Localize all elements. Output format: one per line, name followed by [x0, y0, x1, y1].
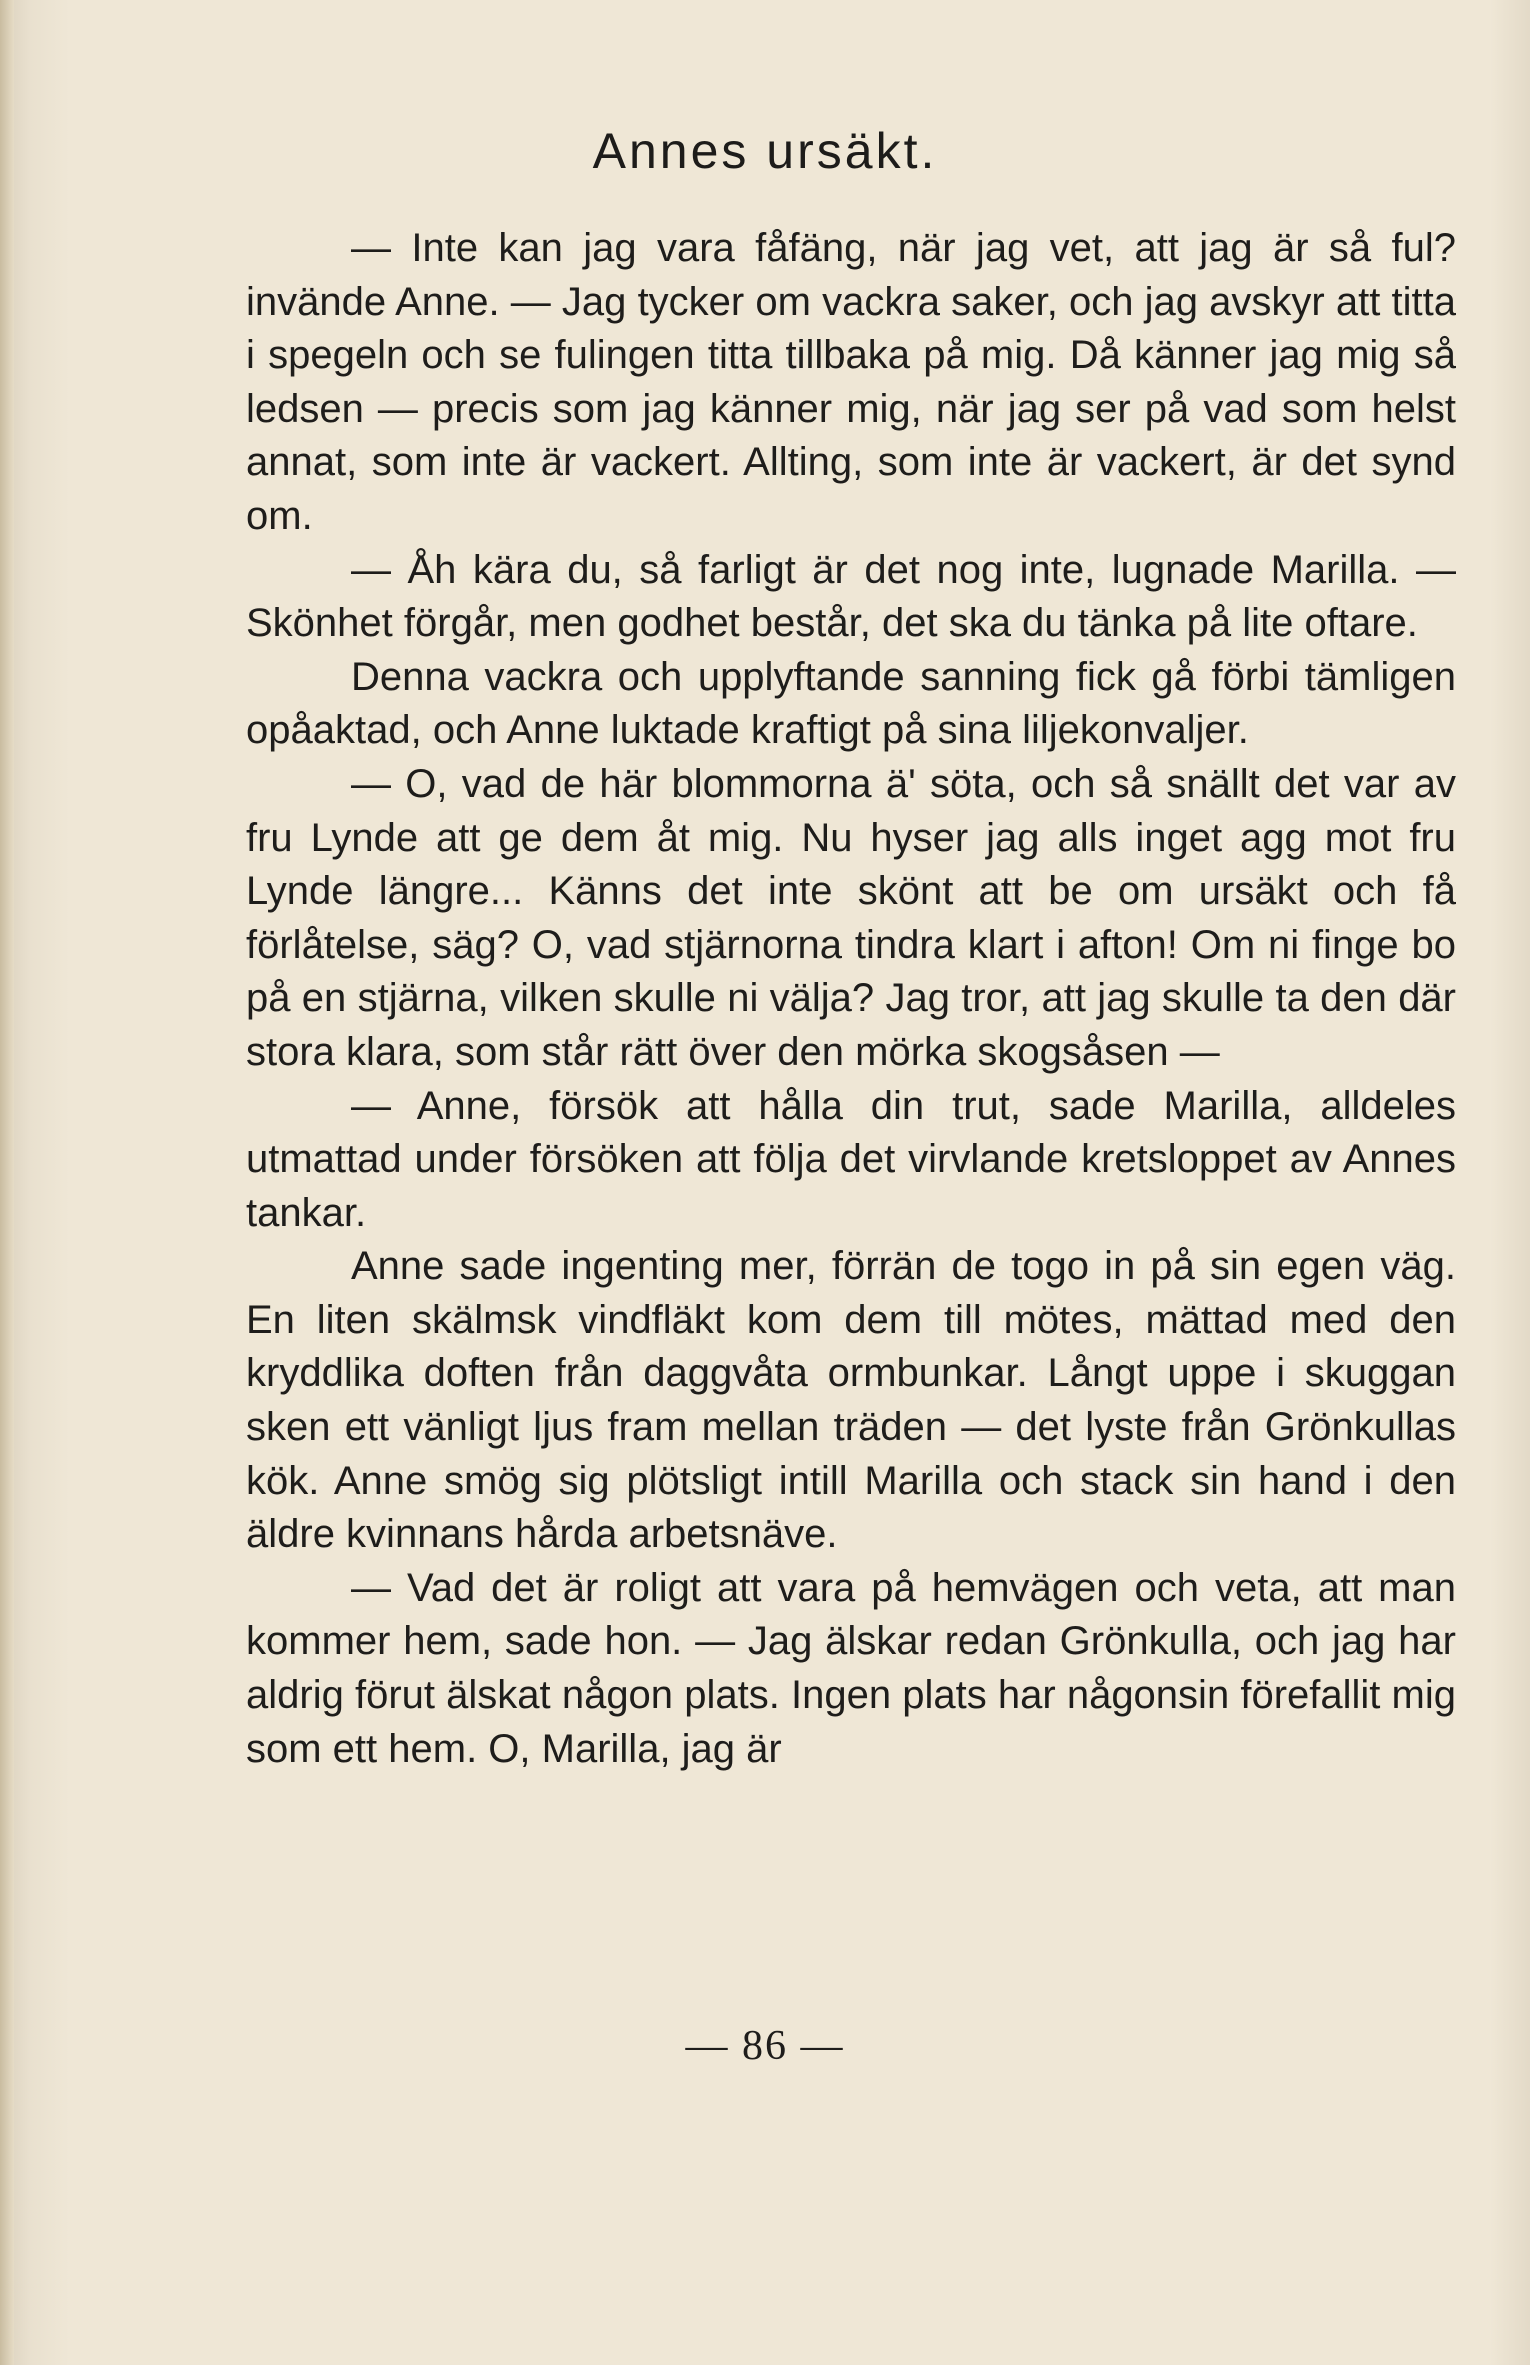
page-number: — 86 — — [685, 2023, 845, 2069]
paragraph: Anne sade ingenting mer, förrän de togo in på sin egen väg. En liten skälmsk vindfläkt kom dem till mötes, mättad med den kryddlika doften från daggvåta ormbunkar. Långt uppe i skuggan sken ett vänligt ljus fram mellan träden — det lyste från Grönkullas kök. Anne smög sig plötsligt intill Marilla och stack sin hand i den äldre kvinnans hårda arbetsnäve. — [246, 1244, 1456, 1557]
paragraph: — Anne, försök att hålla din trut, sade Marilla, alldeles utmattad under försöken att följa det virvlande kretsloppet av Annes tankar. — [246, 1083, 1456, 1235]
paragraph: — Åh kära du, så farligt är det nog inte, lugnade Marilla. — Skönhet förgår, men godhet består, det ska du tänka på lite oftare. — [246, 547, 1456, 646]
paragraph: — Vad det är roligt att vara på hemvägen och veta, att man kommer hem, sade hon. — Jag älskar redan Grönkulla, och jag har aldrig förut älskat någon plats. Ingen plats har någonsin förefallit mig som ett hem. O, Marilla, jag är — [246, 1565, 1456, 1771]
body-text — [246, 222, 1456, 1776]
paragraph: Denna vackra och upplyftande sanning fick gå förbi tämligen opåaktad, och Anne luktade kraftigt på sina liljekonvaljer. — [246, 654, 1456, 753]
paragraph: — Inte kan jag vara fåfäng, när jag vet, att jag är så ful? invände Anne. — Jag tycker om vackra saker, och jag avskyr att titta i spegeln och se fulingen titta tillbaka på mig. Då känner jag mig så ledsen — precis som jag känner mig, när jag ser på vad som helst annat, som inte är vackert. Allting, som inte är vackert, är det synd om. — [246, 226, 1456, 538]
page-spine-shadow — [0, 0, 14, 2365]
paragraph: — O, vad de här blommorna ä' söta, och så snällt det var av fru Lynde att ge dem åt mig. Nu hyser jag alls inget agg mot fru Lynde längre... Känns det inte skönt att be om ursäkt och få förlåtelse, säg? O, vad stjärnorna tindra klart i afton! Om ni finge bo på en stjärna, vilken skulle ni välja? Jag tror, att jag skulle ta den där stora klara, som står rätt över den mörka skogsåsen — — [246, 761, 1456, 1074]
chapter-title: Annes ursäkt. — [592, 123, 938, 179]
